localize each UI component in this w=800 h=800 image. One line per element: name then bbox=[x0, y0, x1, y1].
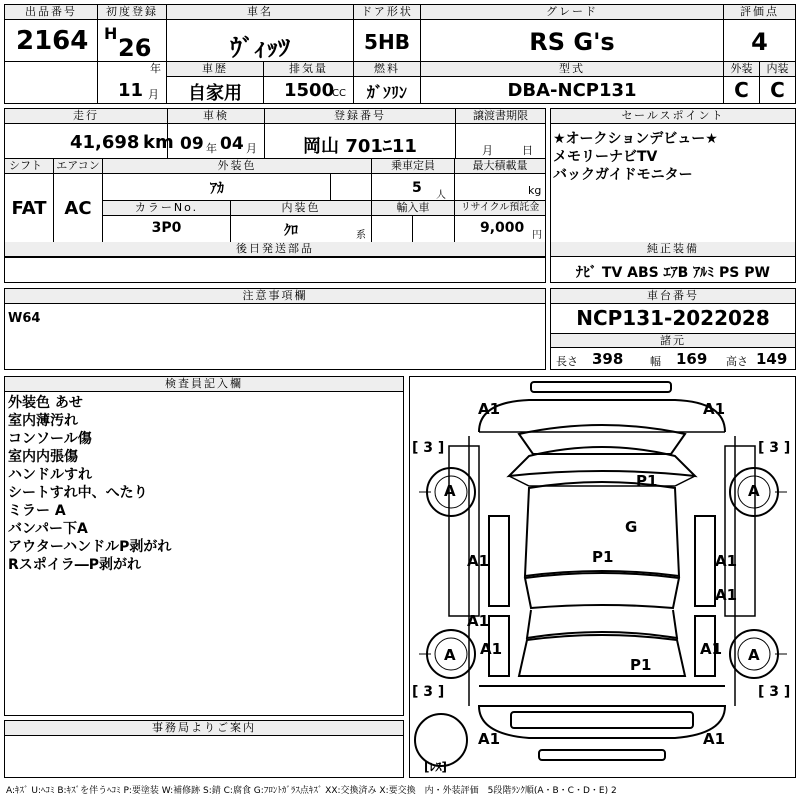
score-header: 評価点 bbox=[724, 5, 795, 20]
yen-unit: 円 bbox=[532, 230, 542, 241]
transfer-month-unit: 月 bbox=[482, 144, 493, 157]
sales-points-header: セールスポイント bbox=[551, 109, 795, 124]
notes-header: 注意事項欄 bbox=[5, 289, 545, 304]
ac: AC bbox=[64, 198, 92, 219]
int-color-header: 内装色 bbox=[231, 201, 371, 216]
car-name: ｳﾞｨｯﾂ bbox=[230, 34, 290, 62]
mileage-header: 走行 bbox=[5, 109, 167, 124]
damage-mark: A1 bbox=[478, 730, 501, 748]
damage-mark: A bbox=[748, 646, 760, 664]
inspector-note-item: シートすれ中、へたり bbox=[8, 485, 148, 501]
car-name-header: 車名 bbox=[167, 5, 353, 20]
color-no: 3P0 bbox=[151, 220, 182, 236]
lot-no: 2164 bbox=[16, 26, 89, 56]
damage-mark: A bbox=[748, 482, 760, 500]
persons-unit: 人 bbox=[436, 190, 446, 201]
damage-mark: G bbox=[625, 518, 638, 536]
displacement: 1500 bbox=[284, 80, 335, 101]
damage-mark: A1 bbox=[700, 640, 723, 658]
color-no-header: カラーNo. bbox=[103, 201, 230, 216]
inspection-year-unit: 年 bbox=[206, 142, 217, 155]
shift: FAT bbox=[11, 198, 47, 219]
notes: W64 bbox=[8, 311, 41, 326]
door-type: 5HB bbox=[364, 30, 410, 54]
inspector-note-item: 室内薄汚れ bbox=[8, 413, 78, 429]
interior-header: 内装 bbox=[760, 62, 795, 77]
reg-no: 岡山 701ﾆ11 bbox=[303, 136, 417, 157]
length-label: 長さ bbox=[556, 355, 578, 368]
inspector-note-item: アウターハンドルP剥がれ bbox=[8, 539, 172, 555]
int-color: ｸﾛ bbox=[284, 223, 298, 239]
kg-unit: kg bbox=[528, 184, 542, 197]
sales-point-item: メモリーナビTV bbox=[553, 149, 658, 165]
exterior-header: 外装 bbox=[724, 62, 759, 77]
model: DBA-NCP131 bbox=[507, 80, 637, 101]
max-load-header: 最大積載量 bbox=[455, 159, 545, 174]
kei-unit: 系 bbox=[356, 230, 366, 241]
transfer-header: 譲渡書期限 bbox=[456, 109, 545, 124]
height: 149 bbox=[756, 350, 788, 368]
grade-header: グレード bbox=[421, 5, 723, 20]
capacity-header: 乗車定員 bbox=[372, 159, 454, 174]
damage-mark: A1 bbox=[703, 730, 726, 748]
import-header: 輸入車 bbox=[372, 201, 454, 216]
inspection-month-unit: 月 bbox=[246, 142, 257, 155]
length: 398 bbox=[592, 350, 624, 368]
sales-point-item: バックガイドモニター bbox=[553, 167, 693, 183]
chassis-no: NCP131-2022028 bbox=[576, 306, 770, 330]
genuine-header: 純正装備 bbox=[551, 242, 795, 257]
recycle: 9,000 bbox=[480, 220, 525, 236]
history: 自家用 bbox=[188, 83, 242, 104]
capacity: 5 bbox=[412, 180, 422, 196]
inspector-note-item: ミラー A bbox=[8, 503, 66, 519]
displacement-header: 排気量 bbox=[264, 62, 353, 77]
spare-tire: [ﾚｽ] bbox=[424, 760, 447, 774]
tire-depth: [ 3 ] bbox=[758, 440, 791, 456]
cc-unit: CC bbox=[332, 88, 346, 99]
reg-no-header: 登録番号 bbox=[265, 109, 455, 124]
damage-mark: A1 bbox=[715, 586, 738, 604]
lot-no-header: 出品番号 bbox=[5, 5, 97, 20]
fuel: ｶﾞｿﾘﾝ bbox=[366, 83, 407, 102]
tire-depth: [ 3 ] bbox=[758, 684, 791, 700]
exterior-grade: C bbox=[734, 78, 749, 102]
damage-mark: A bbox=[444, 482, 456, 500]
damage-mark: A1 bbox=[715, 552, 738, 570]
sales-point-item: ★オークションデビュー★ bbox=[553, 131, 718, 147]
later-parts-header: 後日発送部品 bbox=[5, 242, 545, 257]
specs-header: 諸元 bbox=[551, 334, 795, 348]
ext-color-header: 外装色 bbox=[103, 159, 371, 174]
reg-month: 11 bbox=[118, 80, 144, 101]
first-reg-header: 初度登録 bbox=[98, 5, 166, 20]
tire-depth: [ 3 ] bbox=[412, 440, 445, 456]
width: 169 bbox=[676, 350, 708, 368]
inspection-header: 車検 bbox=[168, 109, 264, 124]
history-header: 車歴 bbox=[167, 62, 263, 77]
shift-header: シフト bbox=[5, 159, 53, 174]
chassis-header: 車台番号 bbox=[551, 289, 795, 304]
later-parts-area bbox=[4, 258, 546, 283]
km-unit: km bbox=[143, 132, 174, 153]
inspector-note-item: 室内内張傷 bbox=[8, 449, 78, 465]
ext-color: ｱｶ bbox=[210, 181, 224, 197]
inspector-note-item: 外装色 あせ bbox=[8, 395, 83, 411]
damage-mark: A1 bbox=[703, 400, 726, 418]
inspector-header: 検査員記入欄 bbox=[5, 377, 403, 392]
damage-mark: P1 bbox=[592, 548, 614, 566]
ac-header: エアコン bbox=[54, 159, 102, 174]
damage-mark: P1 bbox=[636, 472, 658, 490]
interior-grade: C bbox=[770, 78, 785, 102]
reg-year: 26 bbox=[118, 34, 152, 62]
transfer-day-unit: 日 bbox=[522, 144, 533, 157]
inspection-month: 04 bbox=[220, 134, 244, 154]
damage-mark: A1 bbox=[467, 552, 490, 570]
inspector-note-item: ハンドルすれ bbox=[8, 467, 92, 483]
door-header: ドア形状 bbox=[354, 5, 420, 20]
model-header: 型式 bbox=[421, 62, 723, 77]
month-unit: 月 bbox=[148, 88, 159, 101]
fuel-header: 燃料 bbox=[354, 62, 420, 77]
inspector-note-item: コンソール傷 bbox=[8, 431, 92, 447]
era: H bbox=[104, 24, 118, 43]
inspector-note-item: バンパー下A bbox=[8, 521, 88, 537]
score: 4 bbox=[751, 28, 768, 56]
legend: A:ｷｽﾞ U:ﾍｺﾐ B:ｷｽﾞを伴うﾍｺﾐ P:要塗装 W:補修跡 S:錆 C:腐食 G:ﾌﾛﾝﾄｶﾞﾗｽ点ｷｽﾞ XX:交換済み X:要交換 内・外装評価 5段階ﾗﾝｸ順(A・B・C・D・E) 2 bbox=[6, 786, 617, 796]
damage-mark: A1 bbox=[478, 400, 501, 418]
tire-depth: [ 3 ] bbox=[412, 684, 445, 700]
grade: RS G's bbox=[529, 28, 615, 56]
inspector-note-item: Rスポイラ―P剥がれ bbox=[8, 557, 142, 573]
sales-points-list bbox=[553, 130, 718, 184]
width-label: 幅 bbox=[650, 355, 661, 368]
mileage: 41,698 bbox=[70, 132, 140, 153]
damage-mark: A1 bbox=[467, 612, 490, 630]
genuine-equipment: ﾅﾋﾞ TV ABS ｴｱB ｱﾙﾐ PS PW bbox=[576, 265, 770, 281]
inspector-notes bbox=[8, 394, 171, 574]
damage-mark: A1 bbox=[480, 640, 503, 658]
year-unit: 年 bbox=[150, 62, 161, 75]
inspection-year: 09 bbox=[180, 134, 204, 154]
damage-mark: P1 bbox=[630, 656, 652, 674]
height-label: 高さ bbox=[726, 355, 748, 368]
car-diagram bbox=[409, 376, 796, 778]
recycle-header: リサイクル預託金 bbox=[455, 201, 545, 216]
damage-mark: A bbox=[444, 646, 456, 664]
office-header: 事務局よりご案内 bbox=[5, 721, 403, 736]
